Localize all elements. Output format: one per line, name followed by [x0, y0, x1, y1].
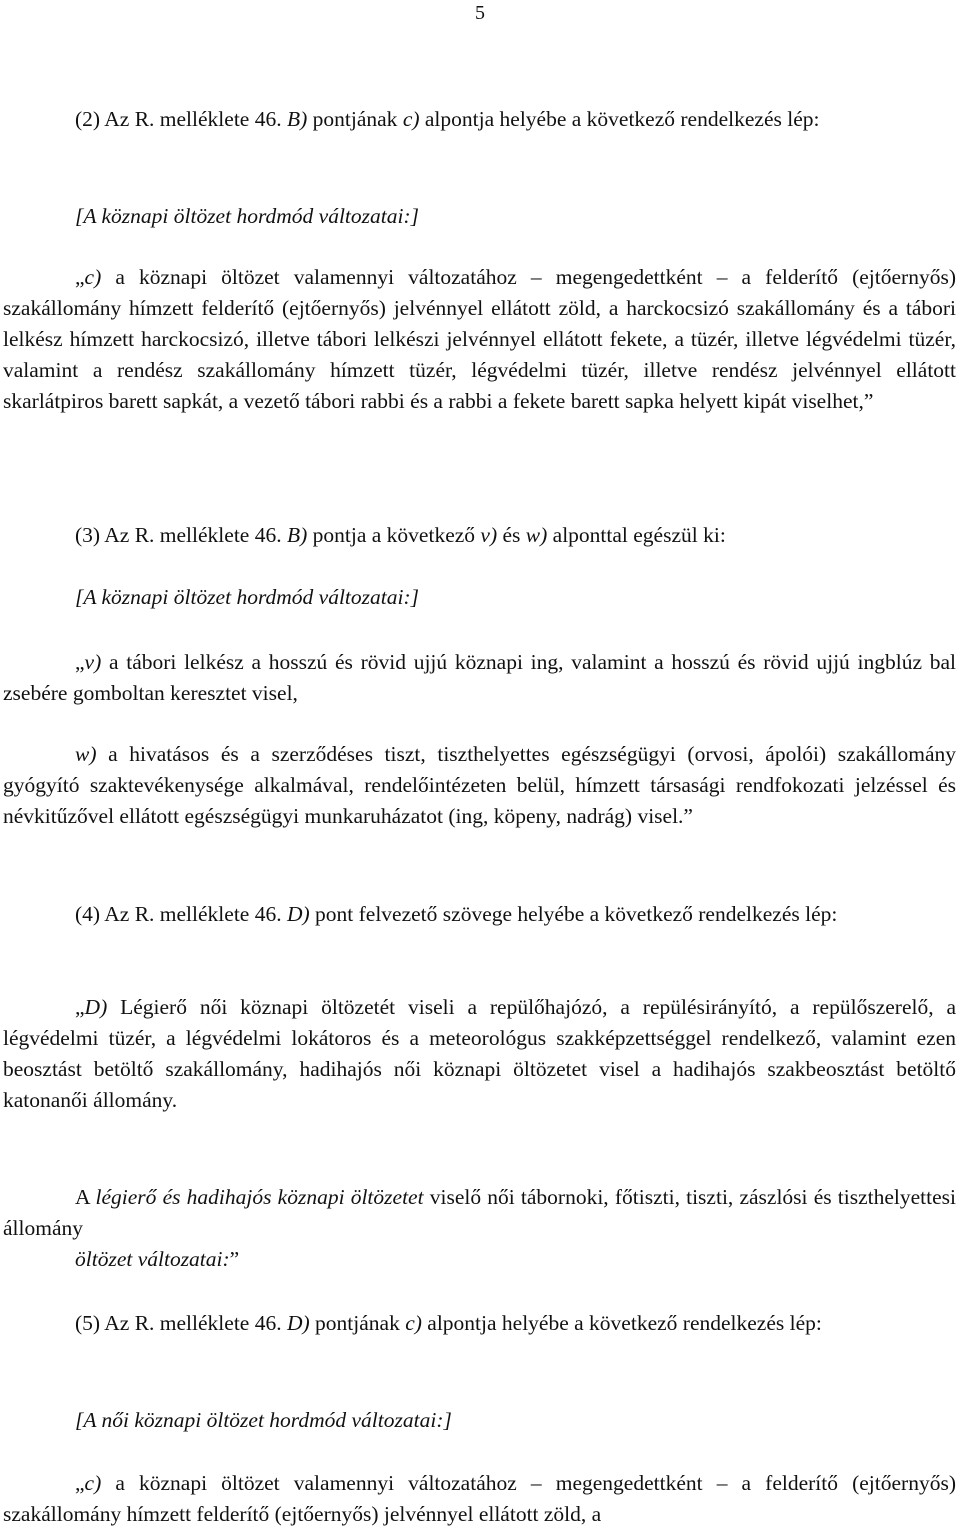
paragraph-4-quote: „D) Légierő női köznapi öltözetét viseli a repülőhajózó, a repülésirányító, a repülőszerelő, a légvédelmi tüzér, a légvédelmi lokátoros és a meteorológus szakképzettséggel rendelkező, valamint ezen beosztást betöltő szakállomány, hadihajós női köznapi öltözetet visel a hadihajós szakbeosztást betöltő katonanői állomány.: [3, 995, 956, 1112]
paragraph-4-second: A légierő és hadihajós köznapi öltözetet viselő női tábornoki, főtiszti, tiszti, zászlósi és tiszthelyettesi állomány: [3, 1185, 956, 1240]
paragraph-2-quote: „c) a köznapi öltözet valamennyi változatához – megengedettként – a felderítő (ejtőernyős) szakállomány hímzett felderítő (ejtőernyős) jelvénnyel ellátott zöld, a harckocsizó szakállomány és a tábori lelkész hímzett harckocsizó, illetve tábori lelkészi jelvénnyel ellátott fekete, a tüzér, illetve légvédelmi tüzér, valamint a rendész szakállomány hímzett tüzér, légvédelmi tüzér, illetve rendész jelvénnyel ellátott skarlátpiros barett sapkát, a vezető tábori rabbi és a rabbi a fekete barett sapka helyett kipát viselhet,”: [3, 265, 956, 413]
paragraph-5-intro: (5) Az R. melléklete 46. D) pontjának c) alpontja helyébe a következő rendelkezés lép:: [75, 1311, 822, 1335]
paragraph-3-bracket: [A köznapi öltözet hordmód változatai:]: [75, 585, 419, 609]
paragraph-5-quote: „c) a köznapi öltözet valamennyi változatához – megengedettként – a felderítő (ejtőernyős) szakállomány hímzett felderítő (ejtőernyős) jelvénnyel ellátott zöld, a: [3, 1471, 956, 1526]
paragraph-3-w: w) a hivatásos és a szerződéses tiszt, tiszthelyettes egészségügyi (orvosi, ápolói) szakállomány gyógyító szaktevékenysége alkalmával, rendelőintézeten belül, hímzett társasági rendfokozati jelzéssel és névkitűzővel ellátott egészségügyi munkaruházatot (ing, köpeny, nadrág) visel.”: [3, 742, 956, 828]
page-number: 5: [475, 2, 485, 24]
paragraph-4-third: öltözet változatai:”: [75, 1247, 240, 1271]
paragraph-5-bracket: [A női köznapi öltözet hordmód változatai:]: [75, 1408, 452, 1432]
paragraph-3-intro: (3) Az R. melléklete 46. B) pontja a következő v) és w) alponttal egészül ki:: [75, 523, 726, 547]
paragraph-4-intro: (4) Az R. melléklete 46. D) pont felvezető szövege helyébe a következő rendelkezés lép:: [75, 902, 838, 926]
paragraph-2-bracket: [A köznapi öltözet hordmód változatai:]: [75, 204, 419, 228]
paragraph-2-intro: (2) Az R. melléklete 46. B) pontjának c) alpontja helyébe a következő rendelkezés lép:: [75, 107, 820, 131]
paragraph-3-v: „v) a tábori lelkész a hosszú és rövid ujjú köznapi ing, valamint a hosszú és rövid ujjú ingblúz bal zsebére gomboltan keresztet visel,: [3, 650, 956, 705]
